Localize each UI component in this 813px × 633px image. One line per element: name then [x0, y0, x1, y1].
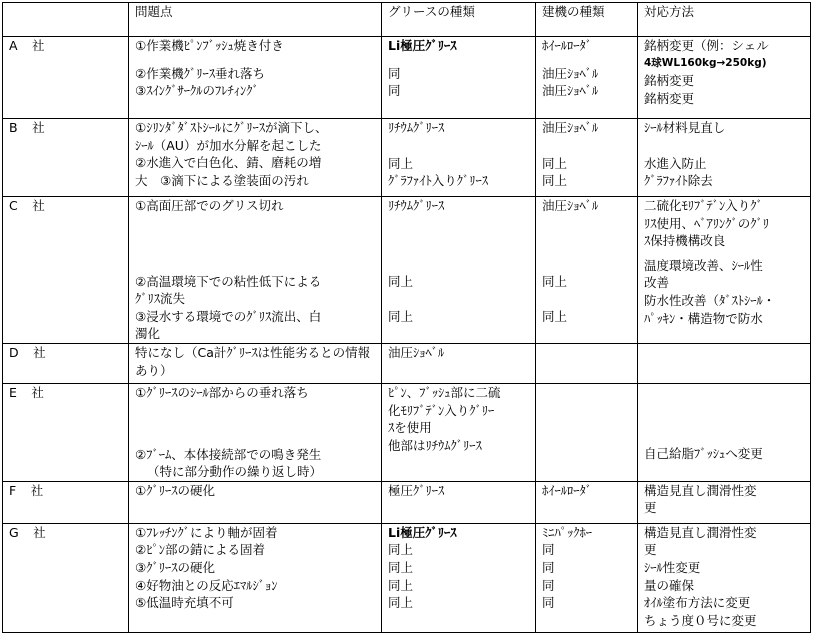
table-row [3, 119, 811, 197]
grease-cell: 油圧ｼｮﾍﾞﾙ [382, 343, 536, 383]
company-cell: E 社 [3, 383, 129, 481]
company-cell: D 社 [3, 343, 129, 383]
action-cell: 構造見直し潤滑性変 更 ｼｰﾙ性変更 量の確保 ｵｲﾙ塗布方法に変更 ちょう度０号に変更 [638, 523, 811, 632]
problem-cell: 特になし（Ca計ｸﾞﾘｰｽは性能劣るとの情報あり） [129, 343, 382, 383]
table-row [3, 481, 811, 523]
grease-problems-table [2, 2, 811, 633]
company-cell: C 社 [3, 197, 129, 344]
action-cell [638, 343, 811, 383]
problem-cell: ①ｸﾞﾘｰｽの硬化 [129, 481, 382, 523]
machine-cell: 油圧ｼｮﾍﾞﾙ 同上 同上 [536, 119, 638, 197]
action-cell: 構造見直し潤滑性変 更 [638, 481, 811, 523]
company-cell: G 社 [3, 523, 129, 632]
action-cell: 銘柄変更（例：シェル 4球WL160kg→250kg) 銘柄変更 銘柄変更 [638, 37, 811, 119]
machine-cell: ﾎｲｰﾙﾛｰﾀﾞ [536, 481, 638, 523]
machine-cell [536, 343, 638, 383]
problem-cell: ①ｼﾘﾝﾀﾞﾀﾞｽﾄｼｰﾙにｸﾞﾘｰｽが滴下し、 ｼｰﾙ（AU）が加水分解を起こした ②水進入で白色化、錆、磨耗の増 大 ③滴下による塗装面の汚れ [129, 119, 382, 197]
machine-cell: 油圧ｼｮﾍﾞﾙ 同上 同上 [536, 197, 638, 344]
machine-cell: ﾐﾆﾊﾟｯｸﾎｰ 同 同 同 同 [536, 523, 638, 632]
header-machine-type: 建機の種類 [536, 3, 638, 37]
header-company [3, 3, 129, 37]
problem-cell: ①高面圧部でのグリス切れ ②高温環境下での粘性低下による ｸﾞﾘｽ流失 ③浸水する環境でのｸﾞﾘｽ流出、白 濁化 [129, 197, 382, 344]
table-row [3, 523, 811, 632]
table-row [3, 37, 811, 119]
grease-cell: Li極圧ｸﾞﾘｰｽ 同 同 [382, 37, 536, 119]
problem-cell: ①作業機ﾋﾟﾝﾌﾞｯｼｭ焼き付き ②作業機ｸﾞﾘｰｽ垂れ落ち ③ｽｲﾝｸﾞｻｰｸﾙのﾌﾚﾁｨﾝｸﾞ [129, 37, 382, 119]
company-cell: F 社 [3, 481, 129, 523]
grease-cell: ﾘﾁｳﾑｸﾞﾘｰｽ 同上 ｸﾞﾗﾌｧｲﾄ入りｸﾞﾘｰｽ [382, 119, 536, 197]
header-problem: 問題点 [129, 3, 382, 37]
grease-cell: Li極圧ｸﾞﾘｰｽ 同上 同上 同上 同上 [382, 523, 536, 632]
table-row [3, 197, 811, 344]
company-cell: B 社 [3, 119, 129, 197]
grease-cell: ﾋﾟﾝ、ﾌﾞｯｼｭ部に二硫 化ﾓﾘﾌﾞﾃﾞﾝ入りｸﾞﾘｰ ｽを使用 他部はﾘﾁｳﾑｸﾞﾘｰｽ [382, 383, 536, 481]
header-action: 対応方法 [638, 3, 811, 37]
company-cell: A 社 [3, 37, 129, 119]
problem-cell: ①ﾌﾚｯﾁﾝｸﾞにより軸が固着 ②ﾋﾟﾝ部の錆による固着 ③ｸﾞﾘｰｽの硬化 ④好物油との反応ｴﾏﾙｼﾞｮﾝ ⑤低温時充填不可 [129, 523, 382, 632]
action-cell: ｼｰﾙ材料見直し 水進入防止 ｸﾞﾗﾌｧｲﾄ除去 [638, 119, 811, 197]
grease-cell: 極圧ｸﾞﾘｰｽ [382, 481, 536, 523]
grease-cell: ﾘﾁｳﾑｸﾞﾘｰｽ 同上 同上 [382, 197, 536, 344]
action-cell: 二硫化ﾓﾘﾌﾞﾃﾞﾝ入りｸﾞ ﾘｽ使用、ﾍﾞｱﾘﾝｸﾞのｸﾞﾘ ｽ保持機構改良 温度環境改善、ｼｰﾙ性 改善 防水性改善（ﾀﾞｽﾄｼｰﾙ・ ﾊﾟｯｷﾝ・構造物で防水 [638, 197, 811, 344]
table-row [3, 383, 811, 481]
problem-cell: ①ｸﾞﾘｰｽのｼｰﾙ部からの垂れ落ち ②ﾌﾞｰﾑ、本体接続部での鳴き発生 （特に部分動作の繰り返し時） [129, 383, 382, 481]
action-cell: 自己給脂ﾌﾞｯｼｭへ変更 [638, 383, 811, 481]
machine-cell [536, 383, 638, 481]
header-grease-type: グリースの種類 [382, 3, 536, 37]
header-row [3, 3, 811, 37]
machine-cell: ﾎｲｰﾙﾛｰﾀﾞ 油圧ｼｮﾍﾞﾙ 油圧ｼｮﾍﾞﾙ [536, 37, 638, 119]
table-row [3, 343, 811, 383]
